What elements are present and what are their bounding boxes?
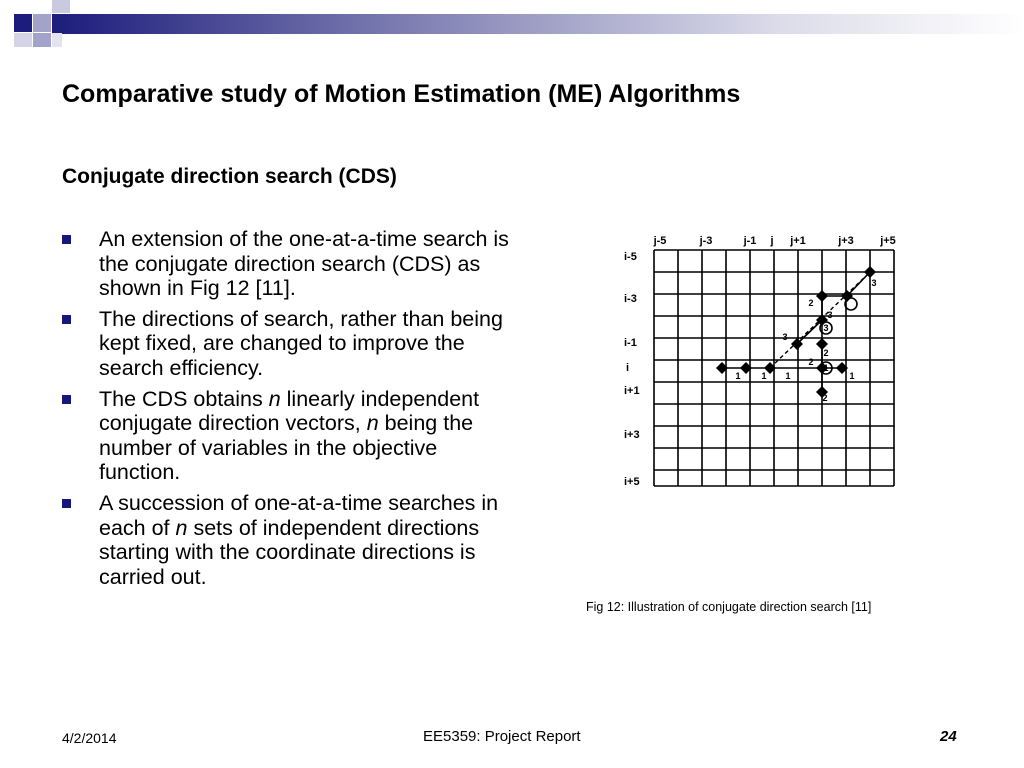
bullet-square-icon [62,395,71,404]
banner-square [33,33,51,47]
point-label: 3 [823,323,829,333]
row-label: i+1 [624,385,640,397]
col-label: j+1 [790,235,806,247]
point-label: 2 [808,357,814,367]
row-labels [624,251,640,488]
point-label: 3 [871,278,877,288]
banner-square [33,14,51,32]
banner-gradient-bar [52,14,1024,34]
bullet-list [62,227,512,595]
search-point [816,290,828,302]
footer-date: 4/2/2014 [62,730,117,746]
point-label: 1 [849,371,855,381]
slide-subtitle: Conjugate direction search (CDS) [62,165,397,188]
banner-square [14,33,32,47]
figure-caption: Fig 12: Illustration of conjugate direction search [11] [586,600,872,614]
bullet-text-part: A succession of one-at-a-time searches in each of [99,490,499,540]
point-label: 1 [761,371,767,381]
point-label: 2 [823,348,829,358]
col-label: j+5 [880,235,896,247]
point-label: 2 [808,298,814,308]
cds-figure [612,228,942,498]
point-label: 1 [735,371,741,381]
banner-square [14,14,32,32]
bullet-text: An extension of the one-at-a-time search is the conjugate direction search (CDS) as shown in Fig 12 [11]. [99,227,509,301]
search-path [722,272,870,392]
header-banner [0,0,1024,60]
bullet-text: The directions of search, rather than being kept fixed, are changed to improve the search efficiency. [99,306,503,380]
bullet-text-part: being the number of variables in the objective function. [99,411,474,485]
bullet-item [62,307,512,381]
bullet-square-icon [62,235,71,244]
banner-square [52,0,70,13]
bullet-item [62,491,512,589]
point-label: 1 [823,363,829,373]
point-label: 3 [782,332,788,342]
bullet-item [62,227,512,301]
bullet-text-part: sets of independent directions starting with the coordinate directions is carried out. [99,515,480,589]
row-label: i [626,362,630,374]
bullet-item [62,387,512,485]
bullet-text-part: linearly independent conjugate direction vectors, [99,386,480,436]
point-label: 2 [822,393,828,403]
row-label: i+5 [624,476,640,488]
point-label: 3 [827,310,833,320]
bullet-italic-var: n [268,386,281,411]
column-labels [653,235,896,247]
page-number: 24 [940,728,957,745]
bullet-text-part: The CDS obtains [99,386,269,411]
bullet-square-icon [62,315,71,324]
point-label: 1 [785,371,791,381]
col-label: j-1 [743,235,757,247]
bullet-square-icon [62,499,71,508]
slide-title: Comparative study of Motion Estimation (ME) Algorithms [62,80,741,108]
col-label: j [770,235,774,247]
col-label: j+3 [838,235,854,247]
footer-title: EE5359: Project Report [423,728,581,745]
bullet-italic-var: n [366,411,379,436]
row-label: i-1 [624,337,637,349]
bullet-italic-var: n [175,515,188,540]
col-label: j-3 [699,235,713,247]
row-label: i-5 [624,251,637,263]
row-label: i-3 [624,293,637,305]
row-label: i+3 [624,429,640,441]
banner-square [52,33,62,47]
point-labels [735,278,876,403]
col-label: j-5 [653,235,667,247]
